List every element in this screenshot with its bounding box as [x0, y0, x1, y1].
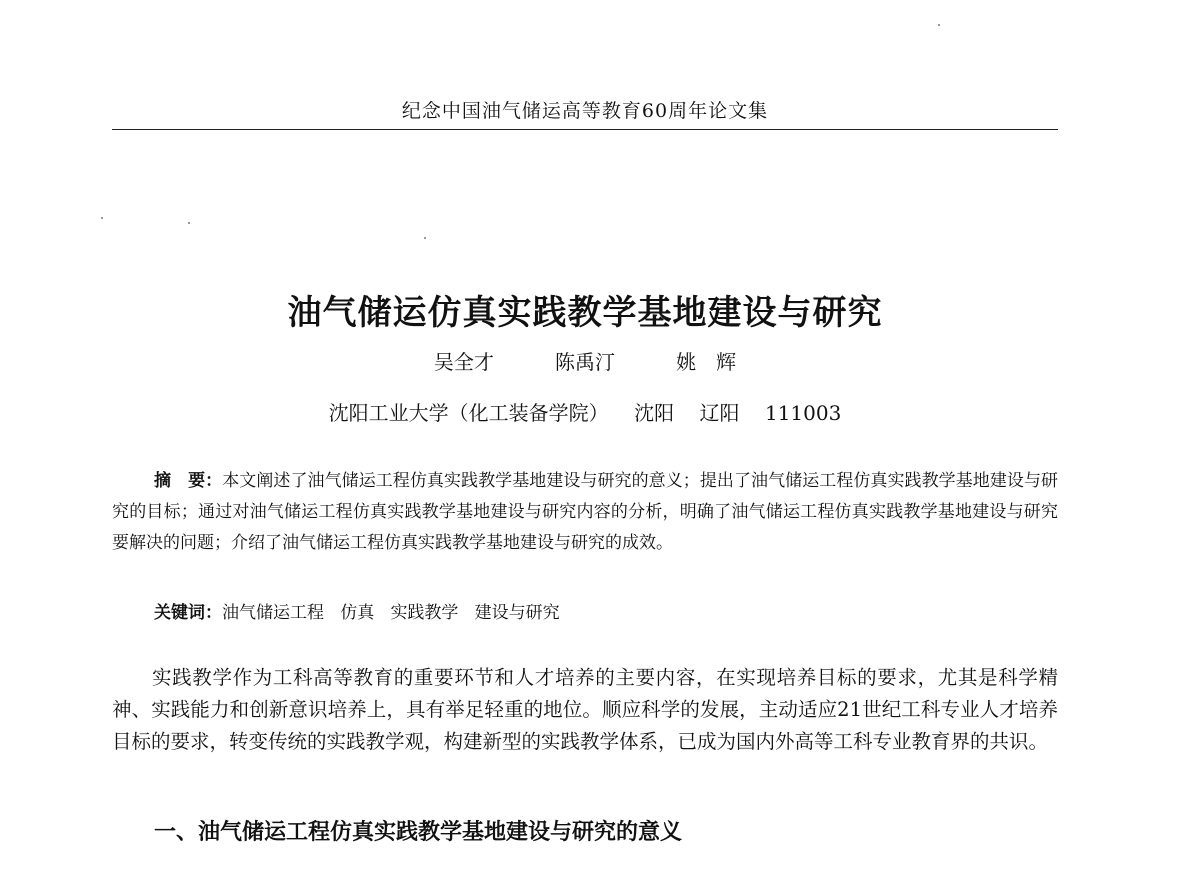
running-header: 纪念中国油气储运高等教育60周年论文集 — [401, 100, 769, 122]
scan-speck — [101, 217, 103, 219]
scan-speck — [938, 24, 940, 26]
affiliation-city: 沈阳 — [634, 401, 675, 425]
header-rule — [112, 129, 1058, 130]
author-name: 陈禹汀 — [555, 350, 615, 374]
keyword-item: 实践教学 — [390, 603, 459, 623]
author-list — [112, 346, 1058, 375]
keywords-label: 关键词： — [154, 603, 222, 623]
scan-speck — [188, 222, 190, 224]
keyword-item: 建设与研究 — [474, 603, 560, 623]
abstract-label: 摘 要： — [154, 471, 223, 491]
author-name: 姚 辉 — [676, 350, 737, 374]
author-name: 吴全才 — [433, 350, 494, 374]
abstract — [112, 466, 1058, 559]
affiliation-province: 辽阳 — [699, 401, 740, 425]
scan-speck — [424, 237, 426, 239]
keywords — [154, 598, 1058, 623]
intro-paragraph: 实践教学作为工科高等教育的重要环节和人才培养的主要内容，在实现培养目标的要求，尤其是科学精神、实践能力和创新意识培养上，具有举足轻重的地位。顺应科学的发展，主动适应21世纪工科专业人才培养目标的要求，转变传统的实践教学观，构建新型的实践教学体系，已成为国内外高等工科专业教育界的共识。 — [112, 666, 1058, 753]
affiliation-postcode: 111003 — [764, 401, 842, 425]
paper-title: 油气储运仿真实践教学基地建设与研究 — [287, 293, 883, 333]
affiliation-line — [112, 397, 1058, 426]
keyword-item: 油气储运工程 — [222, 603, 324, 623]
affiliation-institution: 沈阳工业大学（化工装备学院） — [328, 401, 609, 425]
section-heading: 一、油气储运工程仿真实践教学基地建设与研究的意义 — [154, 820, 683, 845]
abstract-text: 本文阐述了油气储运工程仿真实践教学基地建设与研究的意义；提出了油气储运工程仿真实践教学基地建设与研究的目标；通过对油气储运工程仿真实践教学基地建设与研究内容的分析，明确了油气储运工程仿真实践教学基地建设与研究要解决的问题；介绍了油气储运工程仿真实践教学基地建设与研究的成效。 — [112, 471, 1059, 553]
keyword-item: 仿真 — [340, 603, 375, 623]
